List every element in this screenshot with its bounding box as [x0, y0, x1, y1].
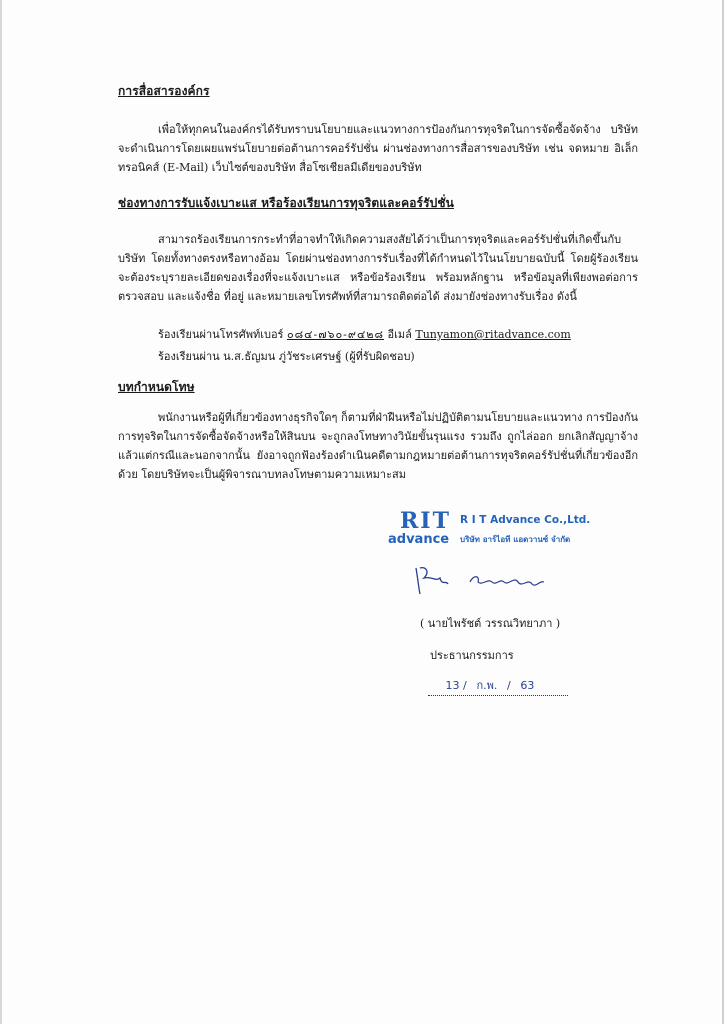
signature-date: 13 / ก.พ. / 63: [428, 676, 568, 696]
email-address[interactable]: Tunyamon@ritadvance.com: [415, 328, 571, 341]
company-name-thai: บริษัท อาร์ไอที แอดวานซ์ จำกัด: [460, 535, 571, 544]
section-paragraph-complaint-channels: [118, 230, 638, 306]
section-heading-penalty: บทกำหนดโทษ: [118, 380, 195, 394]
signatory-name: ( นายไพรัชต์ วรรณวิทยาภา ): [420, 617, 561, 630]
email-label: อีเมล์: [387, 328, 412, 341]
logo-advance-text: advance: [388, 532, 450, 547]
section-heading-complaint-channels: ช่องทางการรับแจ้งเบาะแส หรือร้องเรียนการทุจริตและคอร์รัปชั่น: [118, 196, 454, 210]
paragraph-text: พนักงานหรือผู้ที่เกี่ยวข้องทางธุรกิจใดๆ ก็ตามที่ฝ่าฝืนหรือไม่ปฏิบัติตามนโยบายและแนวทาง การป้องกันการทุจริตในการจัดซื้อจัดจ้างหรือให้สินบน จะถูกลงโทษทางวินัยขั้นรุนแรง รวมถึง ถูกไล่ออก ยกเลิกสัญญาจ้าง แล้วแต่กรณีและนอกจากนั้น ยังอาจถูกฟ้องร้องดำเนินคดีตามกฎหมายต่อต้านการทุจริตคอร์รัปชั่นที่เกี่ยวข้องอีกด้วย โดยบริษัทจะเป็นผู้พิจารณาบทลงโทษตามความเหมาะสม: [118, 411, 638, 481]
complaint-channel-person: ร้องเรียนผ่าน น.ส.ธัญมน ภู่วัชระเศรษฐ์ (ผู้ที่รับผิดชอบ): [158, 350, 415, 363]
company-name-english: R I T Advance Co.,Ltd.: [460, 514, 591, 526]
logo-rit-text: RIT: [400, 508, 451, 534]
paragraph-text: สามารถร้องเรียนการกระทำที่อาจทำให้เกิดความสงสัยได้ว่าเป็นการทุจริตและคอร์รัปชั่นที่เกิดขึ้นกับ บริษัท โดยทั้งทางตรงหรือทางอ้อม โดยผ่านช่องทางการรับเรื่องที่ได้กำหนดไว้ในนโยบายฉบับนี้ โดยผู้ร้องเรียนจะต้องระบุรายละเอียดของเรื่องที่จะแจ้งเบาะแส หรือข้อร้องเรียน พร้อมหลักฐาน หรือข้อมูลที่เพียงพอต่อการตรวจสอบ และแจ้งชื่อ ที่อยู่ และหมายเลขโทรศัพท์ที่สามารถติดต่อได้ ส่งมายังช่องทางรับเรื่อง ดังนี้: [118, 233, 638, 303]
section-paragraph-communication: [118, 120, 638, 177]
channel-prefix: ร้องเรียนผ่านโทรศัพท์เบอร์: [158, 328, 284, 341]
signatory-title: ประธานกรรมการ: [430, 649, 514, 662]
date-year: 63: [520, 679, 535, 692]
handwritten-signature: [410, 560, 570, 600]
date-day: 13: [445, 679, 460, 692]
complaint-channel-phone-email: [158, 325, 571, 343]
paragraph-text: เพื่อให้ทุกคนในองค์กรได้รับทราบนโยบายและแนวทางการป้องกันการทุจริตในการจัดซื้อจัดจ้าง บริษัทจะดำเนินการโดยเผยแพร่นโยบายต่อต้านการคอร์รัปชั่น ผ่านช่องทางการสื่อสารของบริษัท เช่น จดหมาย อิเล็กทรอนิคส์ (E-Mail) เว็บไซต์ของบริษัท สื่อโซเชียลมีเดียของบริษัท: [118, 123, 638, 174]
date-month: ก.พ.: [476, 679, 498, 692]
phone-number: ๐๘๔-๗๖๐-๙๔๒๘: [286, 328, 385, 341]
section-heading-communication: การสื่อสารองค์กร: [118, 84, 210, 98]
section-paragraph-penalty: [118, 408, 638, 484]
company-logo: [388, 508, 591, 552]
